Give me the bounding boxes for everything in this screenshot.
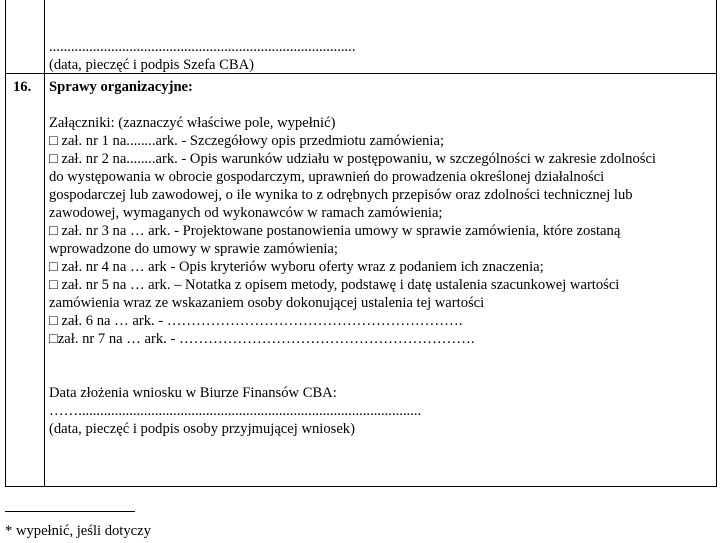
attachment-line: gospodarczej lub zawodowej, o ile wynika to z odrębnych przepisów oraz zdolności technicznej lub <box>49 187 633 203</box>
attachment-line: □ zał. nr 3 na … ark. - Projektowane postanowienia umowy w sprawie zamówienia, które zostaną <box>49 223 621 239</box>
section-heading: Sprawy organizacyjne: <box>49 79 193 95</box>
attachment-line: wprowadzone do umowy w sprawie zamówienia; <box>49 241 338 257</box>
submission-caption: (data, pieczęć i podpis osoby przyjmującej wniosek) <box>49 421 355 437</box>
row-number: 16. <box>13 79 32 95</box>
submission-dots: …….............................................................................................. <box>49 403 422 419</box>
signature-dots: .................................................................................... <box>49 39 356 55</box>
attachment-line: □ zał. nr 5 na … ark. – Notatka z opisem metody, podstawę i datę ustalenia szacunkowej wartości <box>49 277 620 293</box>
form-table <box>5 0 717 487</box>
attachment-line: zawodowej, wymaganych od wykonawców w ramach zamówienia; <box>49 205 443 221</box>
attachment-line: do występowania w obrocie gospodarczym, uprawnień do prowadzenia określonej działalności <box>49 169 605 185</box>
attachment-line: □ zał. nr 2 na........ark. - Opis warunków udziału w postępowaniu, w szczególności w zakresie zdolności <box>49 151 656 167</box>
row-content <box>49 78 709 438</box>
footnote-rule <box>5 511 135 512</box>
attachment-line: □ zał. 6 na … ark. - ……………………………………………………. <box>49 313 463 329</box>
attachment-line: □ zał. nr 4 na … ark - Opis kryteriów wyboru oferty wraz z podaniem ich znaczenia; <box>49 259 544 275</box>
attachment-line: □ zał. nr 1 na........ark. - Szczegółowy opis przedmiotu zamówienia; <box>49 133 445 149</box>
attachment-line: □zał. nr 7 na … ark. - ……………………………………………………. <box>49 331 475 347</box>
top-cell <box>49 38 709 74</box>
attachments-intro: Załączniki: (zaznaczyć właściwe pole, wypełnić) <box>49 115 336 131</box>
signature-caption: (data, pieczęć i podpis Szefa CBA) <box>49 57 255 73</box>
attachment-line: zamówienia wraz ze wskazaniem osoby dokonującej ustalenia tej wartości <box>49 295 485 311</box>
submission-label: Data złożenia wniosku w Biurze Finansów CBA: <box>49 385 337 401</box>
footnote: * wypełnić, jeśli dotyczy <box>5 523 151 539</box>
